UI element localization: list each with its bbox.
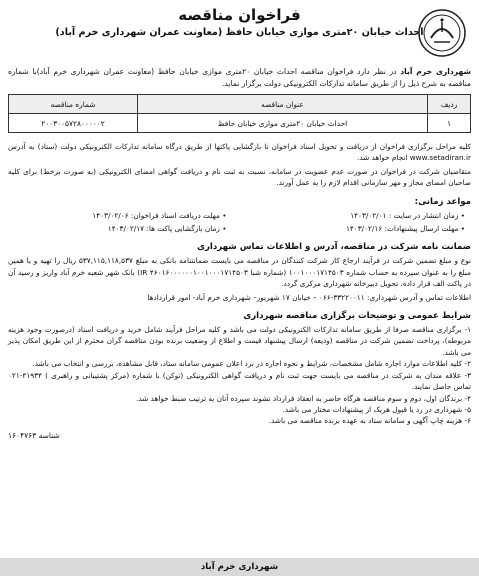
guarantee-title: ضمانت نامه شرکت در مناقصه، آدرس و اطلاعات تماس شهرداری bbox=[197, 242, 471, 253]
guarantee-paragraph: نوع و مبلغ تضمین شرکت در فرآیند ارجاع کار شرکت کنندگان در مناقصه می بایست ضمانتنامه بانکی به مبلغ ۵۳۷,۱۱۵,۱۱۸,۵۳۷ ریال را تهیه و یا همین مبلغ را به عنوان سپرده به حساب شماره ۱۰۰۱۰۰۰۱۷۱۴۵۰۳ (شماره شبا IR ۴۶۰۱۶۰۰۰۰۰۰۱۰۰۱۰۰۰۱۷۱۴۵۰۳) بانک شهر شعبه خرم آباد واریز و رسید آن در پاکت الف قرار داده، تحویل دبیرخانه شهرداری مرکزی گردد. bbox=[8, 256, 471, 289]
dates-title: مواعد زمانی: bbox=[414, 196, 471, 207]
date-opening: • زمان بازگشایی پاکت ها: ۱۴۰۳/۰۲/۱۷ bbox=[107, 224, 227, 234]
intro-text: در نظر دارد فراخوان مناقصه احداث خیابان ۲۰متری موازی خیابان حافظ (معاونت عمران شهرداری خرم آباد)با شماره مناقصه به شرح ذیل را از طریق سامانه تدارکات الکترونیکی دولت برگزار نماید. bbox=[8, 67, 471, 88]
row-index: ۱ bbox=[428, 114, 471, 133]
term-item: ۱- برگزاری مناقصه صرفا از طریق سامانه تدارکات الکترونیکی دولت می باشد و کلیه مراحل فرآیند شامل خرید و دریافت اسناد (درصورت وجود هزینه مربوطه)، پرداخت تضمین شرکت در مناقصه (ودیعه) ارسال پیشنهاد قیمت و اطلاع از وضعیت برنده بودن مناقصه گران محترم از این طریق امکان پذیر می باشد. bbox=[8, 325, 471, 357]
intro-paragraph bbox=[8, 66, 471, 90]
dates-list bbox=[8, 210, 471, 235]
notice-subtitle: احداث خیابان ۲۰متری موازی خیابان حافظ (معاونت عمران شهرداری خرم آباد) bbox=[55, 27, 424, 38]
term-item: ۵- شهرداری در رد یا قبول هریک از پیشنهادات مختار می باشد. bbox=[282, 404, 471, 414]
terms-list bbox=[8, 324, 471, 427]
terms-title: شرایط عمومی و توضیحات برگزاری مناقصه شهرداری bbox=[243, 311, 471, 322]
organization-name: شهرداری خرم آباد bbox=[400, 67, 471, 76]
notice-title: فراخوان مناقصه bbox=[178, 6, 301, 24]
notice-header bbox=[8, 6, 471, 60]
footer-banner: شهرداری خرم آباد bbox=[0, 558, 479, 576]
general-paragraph-2: متقاضیان شرکت در فراخوان در صورت عدم عضویت در سامانه، نسبت به ثبت نام و دریافت گواهی امضای الکترونیکی (به صورت برخط) برای کلیه صاحبان امضای مجاز و مهر سازمانی اقدام لازم را به عمل آورند. bbox=[8, 166, 471, 188]
column-header-index: ردیف bbox=[428, 95, 471, 114]
row-title: احداث خیابان ۲۰متری موازی خیابان حافظ bbox=[138, 114, 428, 133]
column-header-number: شماره مناقصه bbox=[9, 95, 138, 114]
term-item: ۲- کلیه اطلاعات موارد اجاره شامل مشخصات، شرایط و نحوه اجاره در برد اعلان عمومی سامانه ستاد، قابل مشاهده، بررسی و انتخاب می باشد. bbox=[32, 359, 471, 369]
tender-table bbox=[8, 94, 471, 133]
municipality-logo bbox=[417, 8, 467, 58]
notice-id: شناسه ۱۶۰۴۷۶۳ bbox=[8, 430, 60, 440]
column-header-title: عنوان مناقصه bbox=[138, 95, 428, 114]
row-number: ۲۰۰۳۰۰۵۷۲۸۰۰۰۰۰۲ bbox=[9, 114, 138, 133]
contact-paragraph: اطلاعات تماس و آدرس شهرداری: ۳۳۲۲۰۰۱۱-۰۶۶ – خیابان ۱۷ شهریور– شهرداری خرم آباد- امور قراردادها bbox=[147, 292, 471, 302]
date-submit-deadline: • مهلت ارسال پیشنهادات: ۱۴۰۳/۰۲/۱۶ bbox=[345, 224, 465, 234]
term-item: ۶- هزینه چاپ آگهی و سامانه ستاد به عهده برنده مناقصه می باشد. bbox=[268, 416, 471, 426]
date-doc-deadline: • مهلت دریافت اسناد فراخوان: ۱۴۰۳/۰۲/۰۶ bbox=[92, 210, 227, 220]
date-publish: • زمان انتشار در سایت : ۱۴۰۳/۰۲/۰۱ bbox=[350, 210, 465, 220]
table-row bbox=[9, 114, 471, 133]
term-item: ۴- برندگان اول، دوم و سوم مناقصه هرگاه حاضر به انعقاد قرارداد نشوند سپرده آنان به ترتیب ضبط خواهد شد. bbox=[136, 393, 471, 403]
general-paragraph-1: کلیه مراحل برگزاری فراخوان از دریافت و تحویل اسناد فراخوان تا بازگشایی پاکتها از طریق درگاه سامانه تدارکات الکترونیکی دولت (ستاد) به آدرس www.setadiran.ir انجام خواهد شد. bbox=[8, 142, 471, 163]
term-item: ۳- علاقه مندان به شرکت در مناقصه می بایست جهت ثبت نام و دریافت گواهی الکترونیکی (توکن) با شماره (مرکز پشتیبانی و راهبری ) ۴۱۹۳۴-۰۲۱ تماس حاصل نمایند. bbox=[8, 370, 471, 392]
table-header-row bbox=[9, 95, 471, 114]
